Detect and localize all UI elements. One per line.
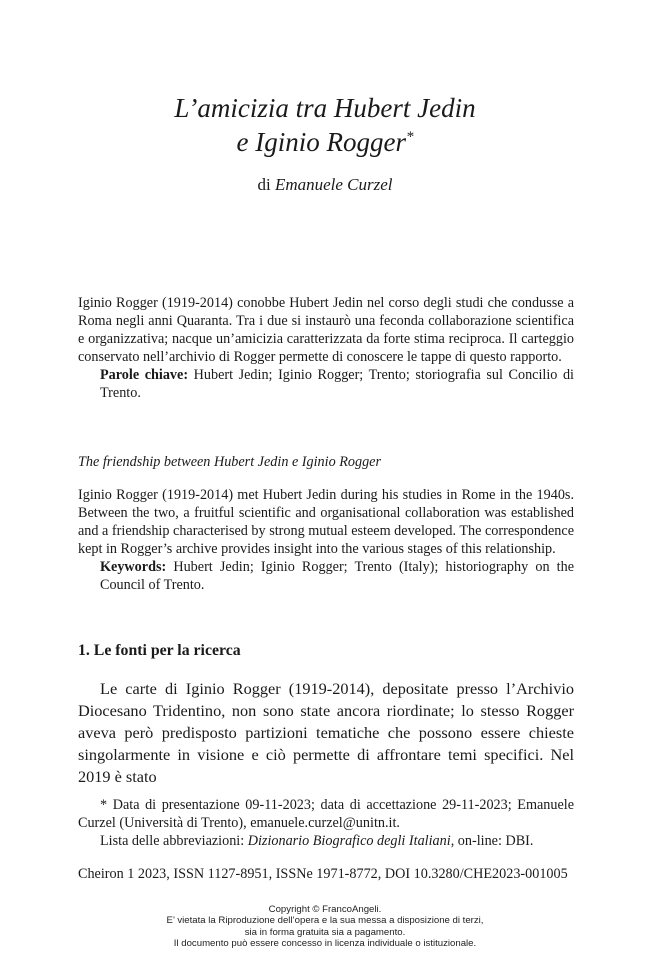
abstract-italian-text: Iginio Rogger (1919-2014) conobbe Hubert Jedin nel corso degli studi che condusse a Roma negli anni Quaranta. Tra i due si instaurò una feconda collaborazione scientifica e organizzativa; nacque un’amicizia caratterizzata da forte stima reciproca. Il carteggio conservato nell’archivio di Rogger permette di conoscere le tappe di questo rapporto. [78, 295, 574, 365]
journal-citation: Cheiron 1 2023, ISSN 1127-8951, ISSNe 1971-8772, DOI 10.3280/CHE2023-001005 [78, 866, 568, 882]
keywords-italian-label: Parole chiave: [100, 367, 189, 383]
keywords-english-values: Hubert Jedin; Iginio Rogger; Trento (Italy); historiography on the Council of Trento. [100, 559, 575, 593]
footnote [78, 796, 574, 850]
article-title-line-2 [0, 125, 650, 159]
keywords-english [78, 558, 574, 594]
copyright-notice [0, 904, 650, 950]
keywords-italian-values: Hubert Jedin; Iginio Rogger; Trento; storiografia sul Concilio di Trento. [100, 367, 574, 401]
article-title-line-1: L’amicizia tra Hubert Jedin [174, 93, 476, 123]
author-name: Emanuele Curzel [274, 175, 393, 194]
author-line [0, 175, 650, 195]
abstract-italian [78, 294, 574, 402]
keywords-english-label: Keywords: [100, 559, 167, 575]
abstract-english-text: Iginio Rogger (1919-2014) met Hubert Jedin during his studies in Rome in the 1940s. Between the two, a fruitful scientific and organisational collaboration was established and a friendship characterised by strong mutual esteem developed. The correspondence kept in Rogger’s archive provides insight into the various stages of this relationship. [78, 487, 574, 557]
section-body-text: Le carte di Iginio Rogger (1919-2014), depositate presso l’Archivio Diocesano Tridentino, non sono state ancora riordinate; lo stesso Rogger aveva però predisposto partizioni tematiche che possono essere chieste singolarmente in visione e ciò permette di affrontare temi specifici. Nel 2019 è stato [78, 679, 574, 786]
copyright-line-4: Il documento può essere concesso in licenza individuale o istituzionale. [173, 938, 477, 950]
footnote-abbreviations [78, 832, 574, 850]
abbreviations-title: Dizionario Biografico degli Italiani [247, 833, 451, 849]
abbreviations-suffix: , on-line: DBI. [450, 833, 534, 849]
author-prefix: di [257, 175, 271, 194]
footnote-mark[interactable]: * [100, 797, 108, 813]
english-title: The friendship between Hubert Jedin e Iginio Rogger [78, 454, 382, 470]
section-heading: 1. Le fonti per la ricerca [78, 642, 241, 659]
title-footnote-mark[interactable]: * [405, 129, 414, 145]
abbreviations-prefix: Lista delle abbreviazioni: [100, 833, 245, 849]
footnote-line-1 [78, 796, 574, 832]
article-title-text: e Iginio Rogger [236, 127, 406, 157]
copyright-line-2: E’ vietata la Riproduzione dell’opera e la sua messa a disposizione di terzi, [166, 915, 484, 927]
footnote-text: Data di presentazione 09-11-2023; data di accettazione 29-11-2023; Emanuele Curzel (Università di Trento), emanuele.curzel@unitn.it. [78, 797, 575, 831]
abstract-english [78, 486, 574, 594]
copyright-line-1: Copyright © FrancoAngeli. [268, 904, 382, 915]
copyright-line-3: sia in forma gratuita sia a pagamento. [244, 926, 406, 938]
keywords-italian [78, 366, 574, 402]
